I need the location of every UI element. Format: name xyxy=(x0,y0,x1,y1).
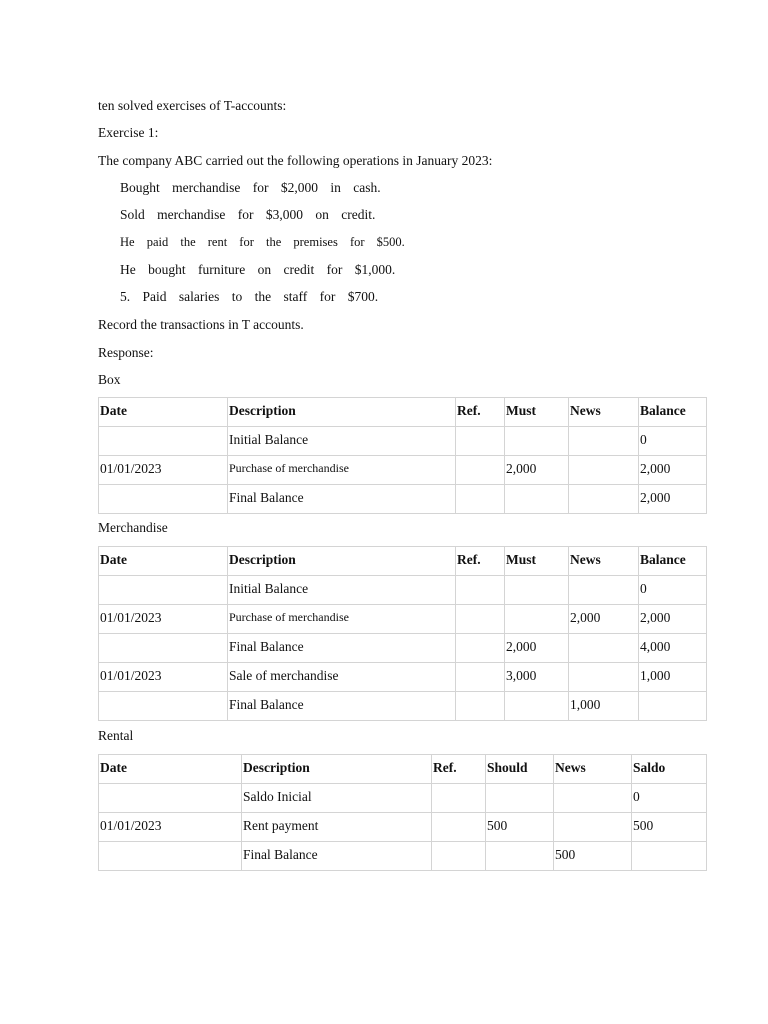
table-cell xyxy=(456,692,505,721)
table-cell xyxy=(432,784,486,813)
instruction-text: Record the transactions in T accounts. xyxy=(98,317,304,332)
table-cell: Initial Balance xyxy=(228,576,456,605)
table-cell xyxy=(505,692,569,721)
table-cell: Purchase of merchandise xyxy=(228,456,456,485)
table-cell xyxy=(554,784,632,813)
table-cell xyxy=(456,605,505,634)
table-cell: Saldo Inicial xyxy=(242,784,432,813)
table-cell xyxy=(456,663,505,692)
table-cell xyxy=(99,692,228,721)
table-cell: 1,000 xyxy=(569,692,639,721)
column-header: News xyxy=(569,398,639,427)
table-cell xyxy=(505,605,569,634)
column-header: Saldo xyxy=(632,755,707,784)
table-row xyxy=(99,427,707,456)
t-account-table-rental xyxy=(98,754,707,871)
account-title-rental: Rental xyxy=(98,728,134,743)
column-header: Description xyxy=(242,755,432,784)
table-cell: 500 xyxy=(554,842,632,871)
table-cell: 0 xyxy=(632,784,707,813)
table-cell xyxy=(99,842,242,871)
table-cell xyxy=(99,485,228,514)
column-header: Ref. xyxy=(432,755,486,784)
table-cell xyxy=(99,427,228,456)
problem-statement: The company ABC carried out the following operations in January 2023: xyxy=(98,153,493,168)
table-row xyxy=(99,485,707,514)
table-cell: 0 xyxy=(639,576,707,605)
table-cell: 2,000 xyxy=(639,485,707,514)
table-cell xyxy=(432,813,486,842)
table-cell xyxy=(486,784,554,813)
column-header: Date xyxy=(99,755,242,784)
operation-item: Bought merchandise for $2,000 in cash. xyxy=(120,180,381,195)
table-header-row xyxy=(99,755,707,784)
table-cell: 4,000 xyxy=(639,634,707,663)
column-header: Ref. xyxy=(456,398,505,427)
t-account-table-box xyxy=(98,397,707,514)
table-cell xyxy=(569,576,639,605)
table-cell xyxy=(569,427,639,456)
table-cell xyxy=(432,842,486,871)
operation-item: 5. Paid salaries to the staff for $700. xyxy=(120,289,379,304)
table-cell: 500 xyxy=(632,813,707,842)
account-title-box: Box xyxy=(98,372,121,387)
table-cell xyxy=(569,485,639,514)
table-row xyxy=(99,576,707,605)
column-header: Must xyxy=(505,398,569,427)
response-label: Response: xyxy=(98,345,154,360)
table-cell: 01/01/2023 xyxy=(99,813,242,842)
table-cell: 2,000 xyxy=(505,456,569,485)
column-header: Date xyxy=(99,547,228,576)
account-title-merchandise: Merchandise xyxy=(98,520,168,535)
column-header: Balance xyxy=(639,547,707,576)
table-cell xyxy=(456,634,505,663)
table-cell xyxy=(456,427,505,456)
column-header: Should xyxy=(486,755,554,784)
table-cell: 01/01/2023 xyxy=(99,663,228,692)
table-cell: Purchase of merchandise xyxy=(228,605,456,634)
column-header: Balance xyxy=(639,398,707,427)
table-cell xyxy=(554,813,632,842)
table-cell: 2,000 xyxy=(569,605,639,634)
table-header-row xyxy=(99,398,707,427)
table-cell: 1,000 xyxy=(639,663,707,692)
operation-item: Sold merchandise for $3,000 on credit. xyxy=(120,207,376,222)
table-cell xyxy=(456,576,505,605)
column-header: Must xyxy=(505,547,569,576)
table-cell: 2,000 xyxy=(639,605,707,634)
t-account-table-merchandise xyxy=(98,546,707,721)
column-header: News xyxy=(554,755,632,784)
table-cell: Final Balance xyxy=(228,634,456,663)
table-row xyxy=(99,456,707,485)
operation-item: He paid the rent for the premises for $500. xyxy=(120,235,405,249)
table-cell xyxy=(99,784,242,813)
table-row xyxy=(99,663,707,692)
table-cell xyxy=(486,842,554,871)
table-cell xyxy=(569,456,639,485)
table-cell: Sale of merchandise xyxy=(228,663,456,692)
table-cell xyxy=(505,576,569,605)
column-header: Ref. xyxy=(456,547,505,576)
table-cell: 0 xyxy=(639,427,707,456)
table-row xyxy=(99,692,707,721)
table-cell xyxy=(456,485,505,514)
table-cell xyxy=(505,427,569,456)
table-cell xyxy=(456,456,505,485)
table-cell: 01/01/2023 xyxy=(99,605,228,634)
table-cell xyxy=(632,842,707,871)
table-cell: Rent payment xyxy=(242,813,432,842)
column-header: Date xyxy=(99,398,228,427)
table-cell: 2,000 xyxy=(639,456,707,485)
table-cell: Final Balance xyxy=(228,692,456,721)
operation-item: He bought furniture on credit for $1,000. xyxy=(120,262,396,277)
column-header: News xyxy=(569,547,639,576)
column-header: Description xyxy=(228,398,456,427)
exercise-title: Exercise 1: xyxy=(98,125,159,140)
table-header-row xyxy=(99,547,707,576)
table-cell xyxy=(99,576,228,605)
table-cell: 3,000 xyxy=(505,663,569,692)
table-row xyxy=(99,634,707,663)
table-cell: Final Balance xyxy=(228,485,456,514)
table-cell xyxy=(569,663,639,692)
table-cell xyxy=(505,485,569,514)
table-cell xyxy=(99,634,228,663)
table-row xyxy=(99,784,707,813)
column-header: Description xyxy=(228,547,456,576)
table-row xyxy=(99,842,707,871)
intro-text: ten solved exercises of T-accounts: xyxy=(98,98,287,113)
table-cell: Initial Balance xyxy=(228,427,456,456)
table-cell xyxy=(639,692,707,721)
table-cell: 500 xyxy=(486,813,554,842)
table-cell: 2,000 xyxy=(505,634,569,663)
table-row xyxy=(99,605,707,634)
table-cell xyxy=(569,634,639,663)
table-row xyxy=(99,813,707,842)
table-cell: 01/01/2023 xyxy=(99,456,228,485)
table-cell: Final Balance xyxy=(242,842,432,871)
